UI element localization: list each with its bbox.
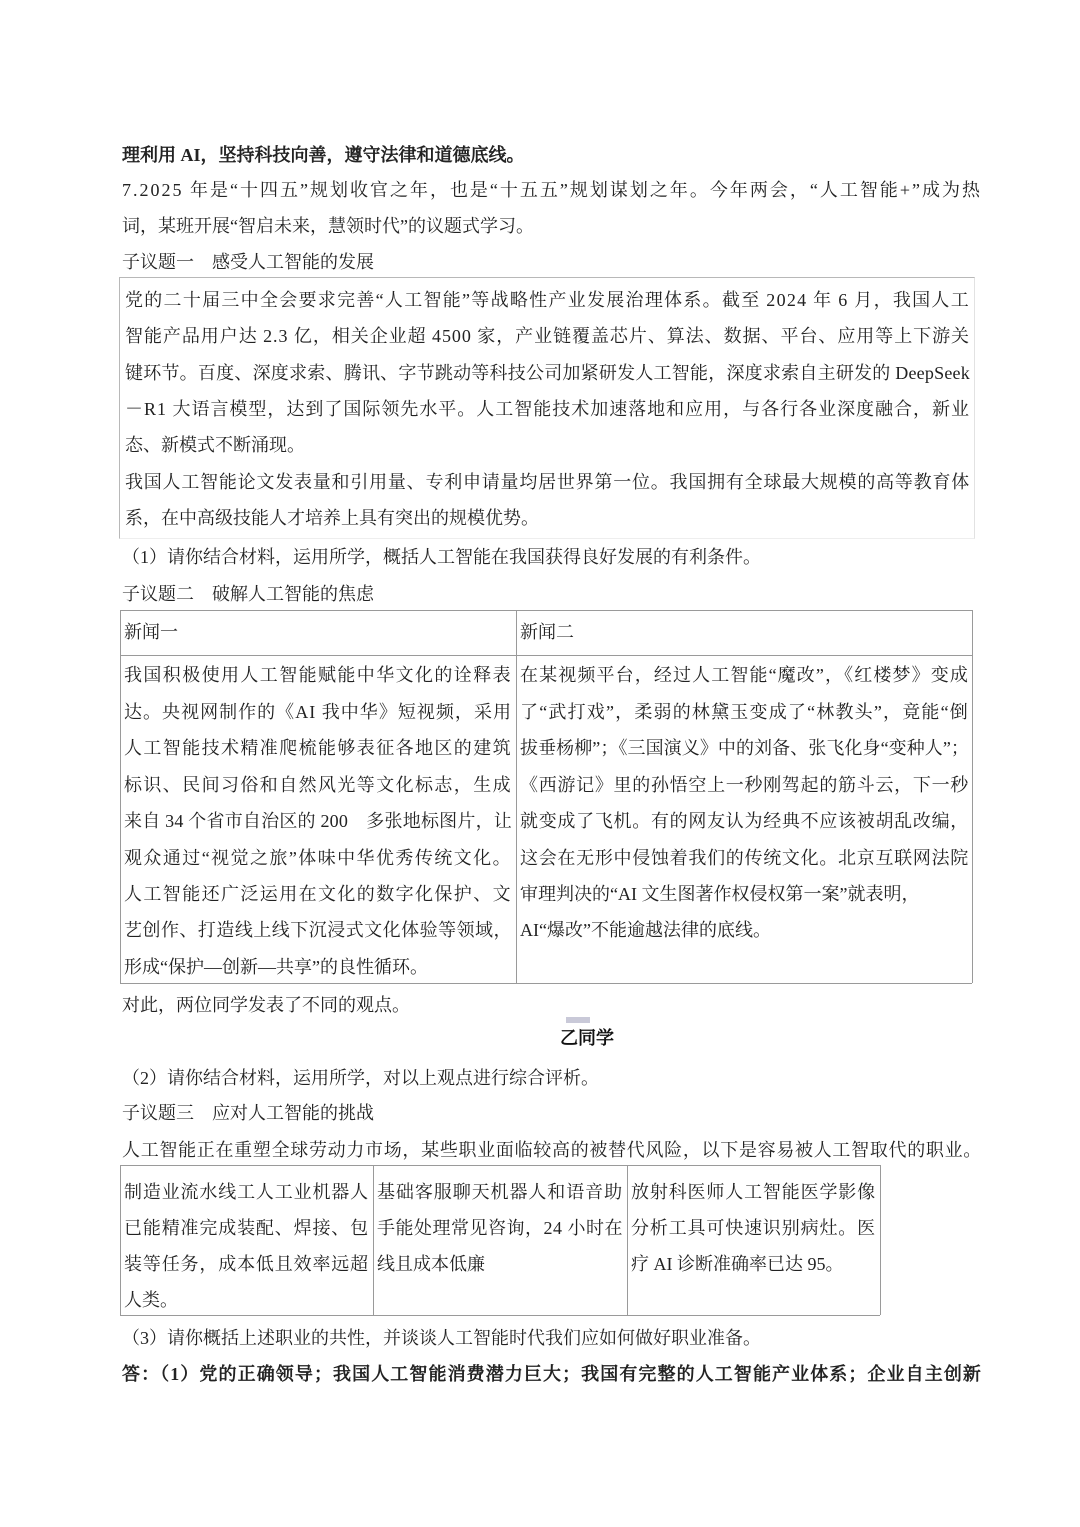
job-cell-line: 线且成本低廉: [377, 1254, 485, 1274]
news-2-line: 《西游记》里的孙悟空上一秒刚驾起的筋斗云，下一秒: [520, 775, 969, 795]
q7-stem-line: 词，某班开展“智启未来，慧领时代”的议题式学习。: [122, 216, 534, 236]
news-1-line: 标识、民间习俗和自然风光等文化标志，生成: [124, 775, 512, 795]
news-2-line: 这会在无形中侵蚀着我们的传统文化。北京互联网法院: [520, 848, 969, 868]
question-3: （3）请你概括上述职业的共性，并谈谈人工智能时代我们应如何做好职业准备。: [122, 1328, 761, 1348]
job-cell-line: 手能处理常见咨询，24 小时在: [377, 1218, 623, 1238]
question-1: （1）请你结合材料，运用所学，概括人工智能在我国获得良好发展的有利条件。: [122, 547, 761, 567]
table-border: [627, 1165, 628, 1315]
subtopic-2-title: 子议题二 破解人工智能的焦虑: [122, 584, 374, 604]
table-border: [120, 1315, 880, 1316]
news-2-line: 了“武打戏”，柔弱的林黛玉变成了“林教头”，竟能“倒: [520, 702, 969, 722]
material-line: －R1 大语言模型，达到了国际领先水平。人工智能技术加速落地和应用，与各行各业深度融合，新业: [125, 399, 970, 419]
job-cell-line: 装等任务，成本低且效率远超: [124, 1254, 369, 1274]
job-cell-line: 疗 AI 诊断准确率已达 95。: [631, 1254, 844, 1274]
image-fragment: [566, 1017, 590, 1023]
table-header: 新闻一: [124, 622, 178, 642]
material-line: 系，在中高级技能人才培养上具有突出的规模优势。: [125, 508, 539, 528]
news-1-line: 观众通过“视觉之旅”体味中华优秀传统文化。: [124, 848, 512, 868]
news-2-line: 拔垂杨柳”；《三国演义》中的刘备、张飞化身“变种人”；: [520, 738, 969, 758]
news-1-line: 形成“保护—创新—共享”的良性循环。: [124, 957, 428, 977]
news-2-line: 就变成了飞机。有的网友认为经典不应该被胡乱改编，: [520, 811, 969, 831]
material-line: 键环节。百度、深度求索、腾讯、字节跳动等科技公司加紧研发人工智能，深度求索自主研发的 DeepSeek: [125, 363, 970, 383]
table-border: [880, 1165, 881, 1315]
news-1-line: 艺创作、打造线上线下沉浸式文化体验等领域，: [124, 920, 512, 940]
job-cell-line: 制造业流水线工人工业机器人: [124, 1182, 369, 1202]
news-1-line: 人工智能技术精准爬梳能够表征各地区的建筑: [124, 738, 512, 758]
table-header: 新闻二: [520, 622, 574, 642]
news-1-line: 人工智能还广泛运用在文化的数字化保护、文: [124, 884, 512, 904]
q7-stem-line: 7.2025 年是“十四五”规划收官之年，也是“十五五”规划谋划之年。今年两会，“人工智能+”成为热: [122, 180, 982, 200]
job-cell-line: 已能精准完成装配、焊接、包: [124, 1218, 369, 1238]
material-line: 智能产品用户达 2.3 亿，相关企业超 4500 家，产业链覆盖芯片、算法、数据、平台、应用等上下游关: [125, 326, 970, 346]
news-2-line: 在某视频平台，经过人工智能“魔改”，《红楼梦》变成: [520, 665, 969, 685]
table-border: [373, 1165, 374, 1315]
job-cell-line: 人类。: [124, 1290, 178, 1310]
news-1-line: 来自 34 个省市自治区的 200 多张地标图片，让: [124, 811, 512, 831]
answer-line: 答：（1）党的正确领导；我国人工智能消费潜力巨大；我国有完整的人工智能产业体系；企业自主创新: [122, 1364, 982, 1384]
image-caption: 乙同学: [560, 1028, 614, 1048]
table-border: [120, 983, 972, 984]
job-cell-line: 放射科医师人工智能医学影像: [631, 1182, 876, 1202]
subtopic-3-title: 子议题三 应对人工智能的挑战: [122, 1103, 374, 1123]
table-border: [972, 610, 973, 983]
subtopic-3-intro: 人工智能正在重塑全球劳动力市场，某些职业面临较高的被替代风险，以下是容易被人工智取代的职业。: [122, 1140, 982, 1160]
table-border: [120, 610, 121, 983]
news-2-line: AI“爆改”不能逾越法律的底线。: [520, 920, 771, 940]
job-cell-line: 基础客服聊天机器人和语音助: [377, 1182, 623, 1202]
table-border: [120, 1165, 880, 1166]
news-1-line: 我国积极使用人工智能赋能中华文化的诠释表: [124, 665, 512, 685]
table-border: [120, 1165, 121, 1315]
material-line: 态、新模式不断涌现。: [125, 435, 305, 455]
table-border: [120, 655, 972, 656]
material-line: 党的二十届三中全会要求完善“人工智能”等战略性产业发展治理体系。截至 2024 年 6 月，我国人工: [125, 290, 970, 310]
table-border: [120, 610, 972, 611]
transition-text: 对此，两位同学发表了不同的观点。: [122, 995, 410, 1015]
news-1-line: 达。央视网制作的《AI 我中华》短视频，采用: [124, 702, 512, 722]
table-border: [516, 610, 517, 983]
carry-over-line: 理利用 AI，坚持科技向善，遵守法律和道德底线。: [122, 145, 525, 165]
job-cell-line: 分析工具可快速识别病灶。医: [631, 1218, 876, 1238]
material-line: 我国人工智能论文发表量和引用量、专利申请量均居世界第一位。我国拥有全球最大规模的高等教育体: [125, 472, 970, 492]
news-2-line: 审理判决的“AI 文生图著作权侵权第一案”就表明，: [520, 884, 920, 904]
question-2: （2）请你结合材料，运用所学，对以上观点进行综合评析。: [122, 1068, 599, 1088]
subtopic-1-title: 子议题一 感受人工智能的发展: [122, 252, 374, 272]
